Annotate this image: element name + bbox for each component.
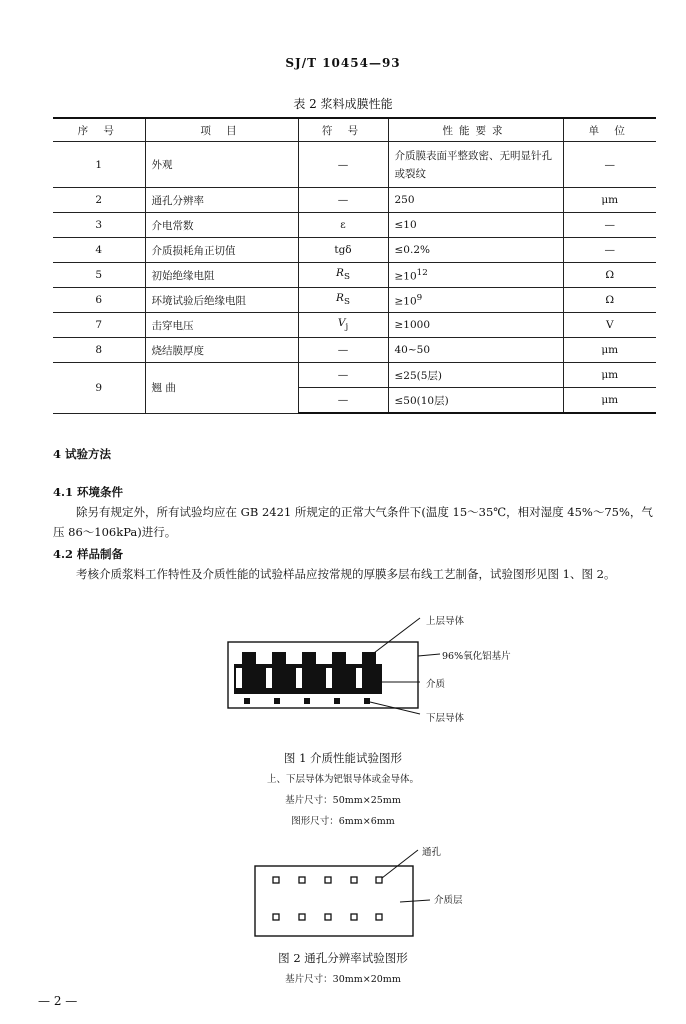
cell-unit: Ω [563,288,656,313]
performance-table [53,117,656,414]
cell-symbol: $R_S$ [298,263,388,288]
cell-item: 介电常数 [145,213,298,238]
cell-symbol: $V_j$ [298,313,388,338]
leader-top [370,618,420,656]
cell-unit: μm [563,188,656,213]
cell-symbol: — [298,363,388,388]
cell-symbol: ε [298,213,388,238]
label-via: 通孔 [422,847,442,858]
cell-item: 击穿电压 [145,313,298,338]
cell-no: 2 [53,188,145,213]
cell-unit: μm [563,363,656,388]
figure-1-caption: 图 1 介质性能试验图形 [283,751,403,765]
table-row [53,313,656,338]
section-4-2-text: 考核介质浆料工作特性及介质性能的试验样品应按常规的厚膜多层布线工艺制备，试验图形见图 1、图 2。 [76,567,616,581]
cell-symbol: — [298,188,388,213]
leader-layer [400,900,430,902]
cell-item: 外观 [145,142,298,188]
table-row [53,188,656,213]
cell-req: 介质膜表面平整致密、无明显针孔或裂纹 [388,142,563,188]
section-4-1-text: 除另有规定外，所有试验均应在 GB 2421 所规定的正常大气条件下(温度 15～35℃，相对湿度 45%～75%，气压 86～106kPa)进行。 [53,505,653,539]
figure-1-diagram [220,610,540,730]
cell-req: 250 [388,188,563,213]
label-dielectric-layer: 介质层 [434,895,463,906]
figure-1-note: 上、下层导体为钯银导体或金导体。 [266,774,419,785]
cell-req: ≤0.2% [388,238,563,263]
cell-no: 7 [53,313,145,338]
cell-req: $\ge 10^9$ [388,288,563,313]
via-row-top [273,877,382,883]
cell-unit: μm [563,388,656,414]
label-substrate: 96%氧化铝基片 [442,651,511,662]
figure-2-caption: 图 2 通孔分辨率试验图形 [278,951,408,965]
cell-req: $\ge 10^{12}$ [388,263,563,288]
table-row [53,238,656,263]
col-symbol-header: 符 号 [298,118,388,142]
table-row [53,363,656,388]
table-row [53,338,656,363]
cell-no: 1 [53,142,145,188]
cell-symbol: $R_S$ [298,288,388,313]
label-dielectric: 介质 [426,679,446,690]
cell-no: 8 [53,338,145,363]
figure-2-note: 基片尺寸：30mm×20mm [285,974,401,985]
col-req-header: 性能要求 [388,118,563,142]
via-row-bottom [273,914,382,920]
cell-symbol: — [298,388,388,414]
section-4-2-title: 4.2 样品制备 [53,547,124,561]
cell-unit: μm [563,338,656,363]
cell-symbol: — [298,338,388,363]
cell-symbol: — [298,142,388,188]
col-unit-header: 单 位 [563,118,656,142]
figure-1-note: 图形尺寸：6mm×6mm [291,816,395,827]
cell-unit: — [563,213,656,238]
cell-no: 3 [53,213,145,238]
col-no-header: 序 号 [53,118,145,142]
table-caption: 表 2 浆料成膜性能 [293,97,393,111]
cell-unit: Ω [563,263,656,288]
cell-item: 环境试验后绝缘电阻 [145,288,298,313]
page-number: — 2 — [38,994,78,1008]
figure-1-note: 基片尺寸：50mm×25mm [285,795,401,806]
col-item-header: 项 目 [145,118,298,142]
cell-no: 4 [53,238,145,263]
label-bottom-conductor: 下层导体 [426,713,465,724]
cell-req: ≤50(10层) [388,388,563,414]
cell-req: 40~50 [388,338,563,363]
cell-no: 9 [53,363,145,414]
section-4-1-title: 4.1 环境条件 [53,485,124,499]
leader-substrate [418,654,440,656]
table-row [53,142,656,188]
cell-unit: — [563,142,656,188]
cell-req: ≥1000 [388,313,563,338]
cell-item: 烧结膜厚度 [145,338,298,363]
bottom-conductor-pads [244,698,370,704]
section-4-title: 4 试验方法 [53,447,112,461]
table-row [53,288,656,313]
table-row [53,263,656,288]
standard-header: SJ/T 10454—93 [285,56,401,70]
cell-item: 初始绝缘电阻 [145,263,298,288]
table-header-row [53,118,656,142]
cell-unit: — [563,238,656,263]
cell-req: ≤10 [388,213,563,238]
cell-req: ≤25(5层) [388,363,563,388]
cell-item: 通孔分辨率 [145,188,298,213]
cell-no: 5 [53,263,145,288]
cell-symbol: tgδ [298,238,388,263]
cell-unit: V [563,313,656,338]
cell-item: 介质损耗角正切值 [145,238,298,263]
cell-item: 翘 曲 [145,363,298,414]
cell-no: 6 [53,288,145,313]
label-top-conductor: 上层导体 [426,616,465,627]
table-row [53,213,656,238]
